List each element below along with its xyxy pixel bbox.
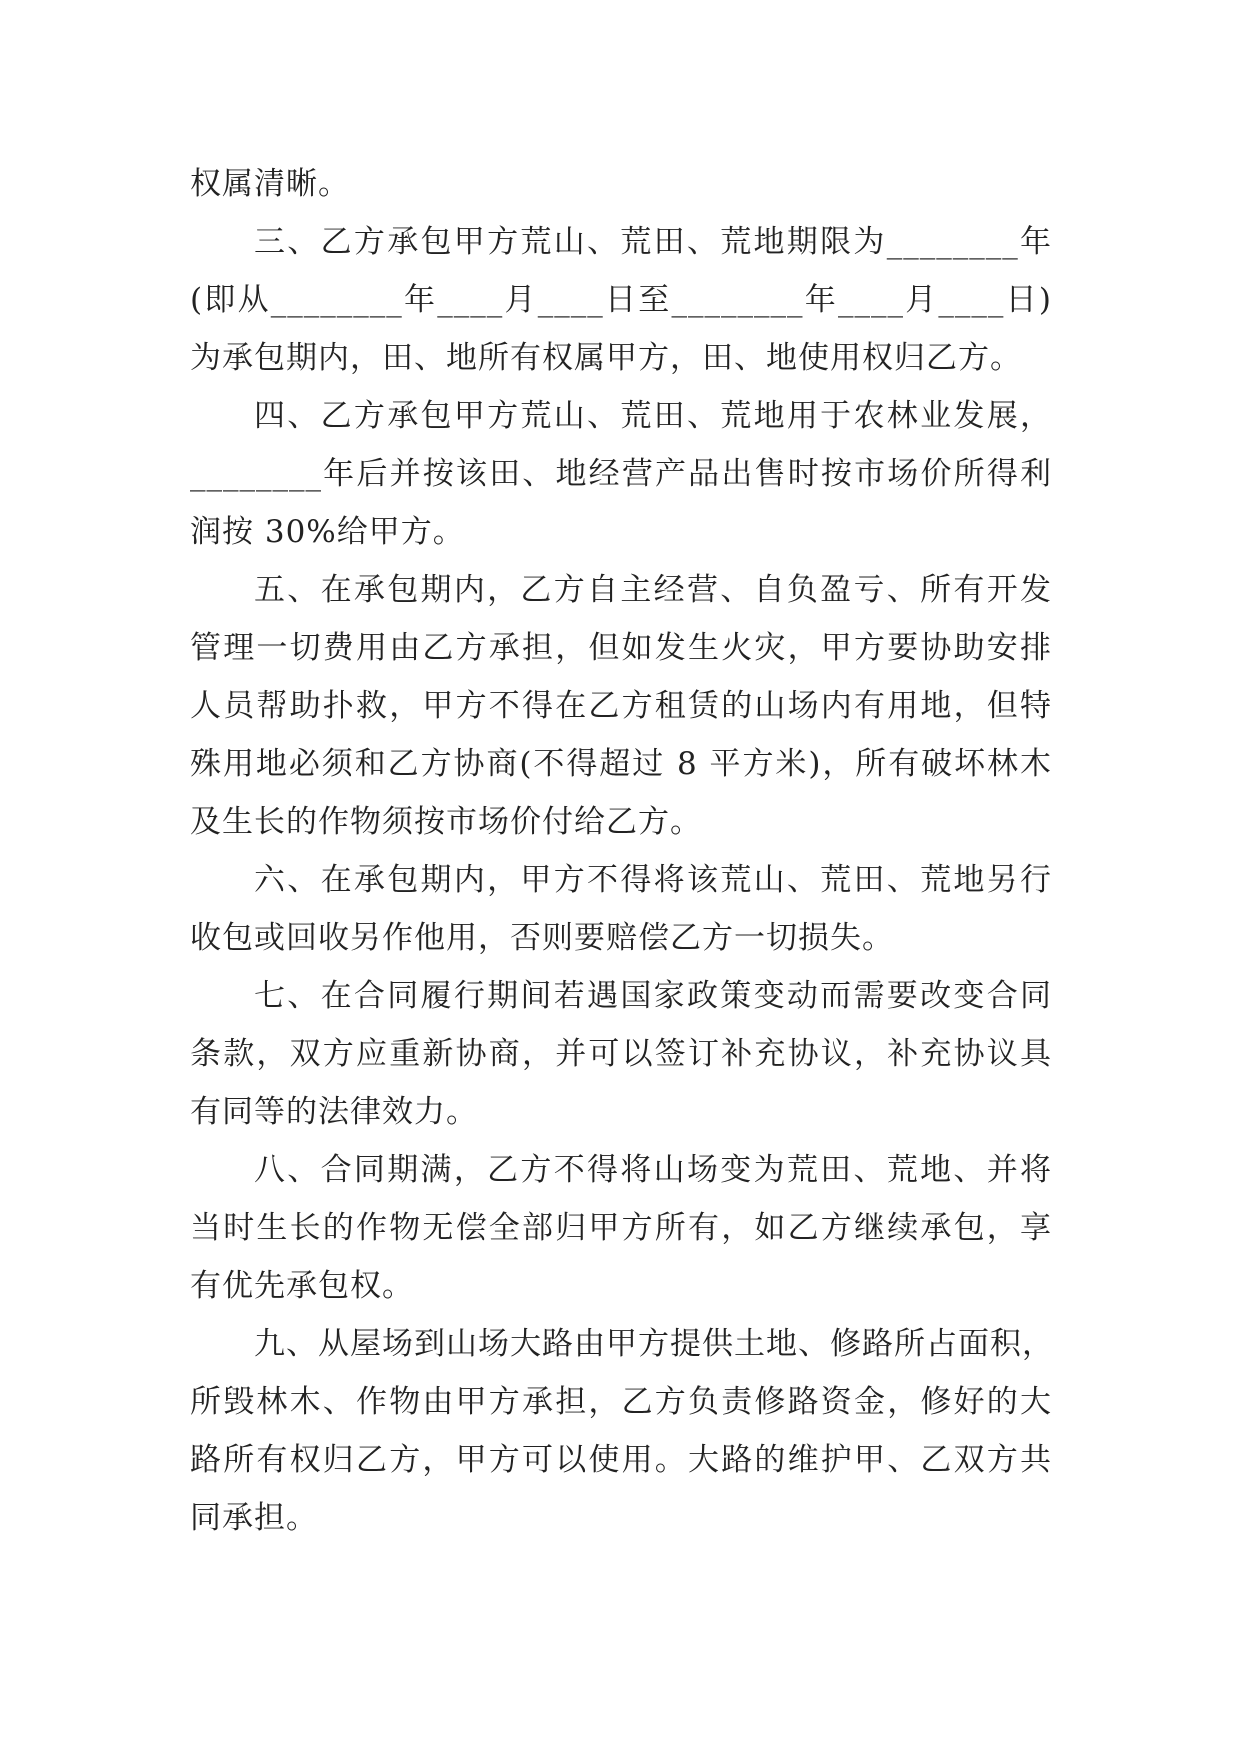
text-line: 三、乙方承包甲方荒山、荒田、荒地期限为________年 (254, 224, 1052, 260)
text-line: 及生长的作物须按市场价付给乙方。 (190, 804, 702, 840)
text-line: 当时生长的作物无偿全部归甲方所有，如乙方继续承包，享 (190, 1210, 1052, 1246)
text-line: 权属清晰。 (190, 166, 350, 202)
text-line: 有同等的法律效力。 (190, 1094, 478, 1130)
text-line: 所毁林木、作物由甲方承担，乙方负责修路资金，修好的大 (190, 1384, 1052, 1420)
text-line: 八、合同期满，乙方不得将山场变为荒田、荒地、并将 (254, 1152, 1052, 1188)
text-line: 人员帮助扑救，甲方不得在乙方租赁的山场内有用地，但特 (190, 688, 1052, 724)
text-line: 管理一切费用由乙方承担，但如发生火灾，甲方要协助安排 (190, 630, 1052, 666)
text-line: 有优先承包权。 (190, 1268, 414, 1304)
text-line: (即从________年____月____日至________年____月____日) (190, 282, 1052, 318)
text-line: 条款，双方应重新协商，并可以签订补充协议，补充协议具 (190, 1036, 1052, 1072)
text-line: 为承包期内，田、地所有权属甲方，田、地使用权归乙方。 (190, 340, 1022, 376)
text-line: 五、在承包期内，乙方自主经营、自负盈亏、所有开发 (254, 572, 1052, 608)
text-line: 四、乙方承包甲方荒山、荒田、荒地用于农林业发展， (254, 398, 1052, 434)
text-line: 殊用地必须和乙方协商(不得超过 8 平方米)，所有破坏林木 (190, 746, 1052, 782)
text-line: 收包或回收另作他用，否则要赔偿乙方一切损失。 (190, 920, 894, 956)
text-line: ________年后并按该田、地经营产品出售时按市场价所得利 (190, 456, 1052, 492)
text-line: 润按 30%给甲方。 (190, 514, 465, 550)
text-line: 七、在合同履行期间若遇国家政策变动而需要改变合同 (254, 978, 1052, 1014)
text-line: 同承担。 (190, 1500, 318, 1536)
text-line: 路所有权归乙方，甲方可以使用。大路的维护甲、乙双方共 (190, 1442, 1052, 1478)
document-body (190, 155, 1052, 1547)
text-line: 六、在承包期内，甲方不得将该荒山、荒田、荒地另行 (254, 862, 1052, 898)
text-line: 九、从屋场到山场大路由甲方提供土地、修路所占面积， (254, 1326, 1054, 1362)
